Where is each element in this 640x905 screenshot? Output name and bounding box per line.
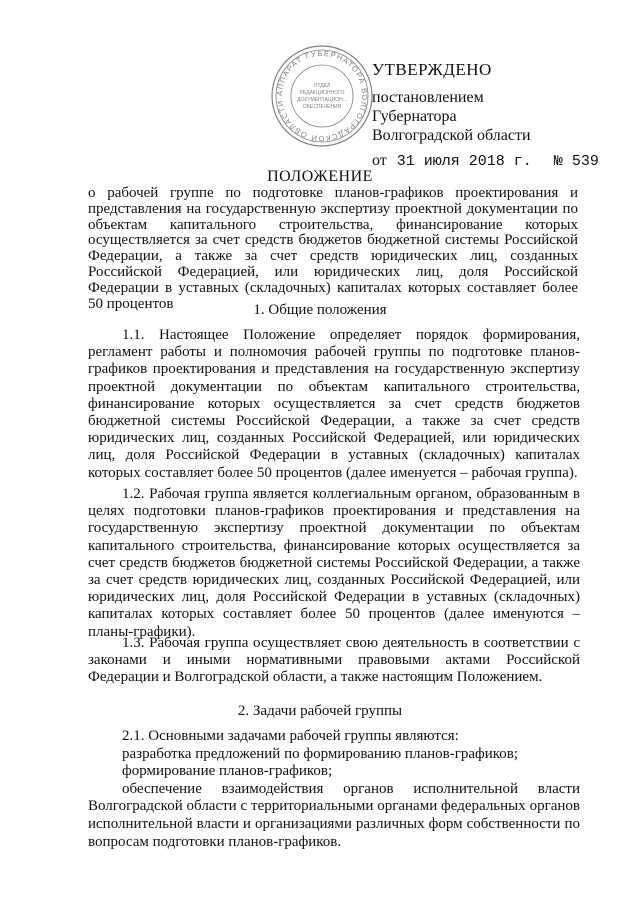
document-title: ПОЛОЖЕНИЕ — [267, 168, 373, 185]
approval-line-governor: Губернатора — [372, 108, 457, 125]
official-seal-stamp — [270, 44, 374, 148]
decree-date: 31 июля 2018 г. — [396, 153, 532, 170]
svg-text:ДОКУМЕНТАЦИОН...: ДОКУМЕНТАЦИОН... — [297, 97, 347, 103]
svg-text:РЕДАКЦИОННОГО: РЕДАКЦИОННОГО — [299, 90, 345, 96]
approval-line-decree: постановлением — [372, 89, 484, 106]
task-item: разработка предложений по формированию планов-графиков; — [122, 745, 519, 762]
paragraph-1-1: 1.1. Настоящее Положение определяет порядок формирования, регламент работы и полномочия рабочей группы по подготовке планов-графиков проектирования и представления на государственную экспертизу проектной документации по объектам капитального строительства, финансирование которых осуществляется за счет средств бюджетов бюджетной системы Российской Федерации, а также за счет средств юридических лиц, созданных Российской Федерацией, или юридических лиц, доля Российской Федерации в уставных (складочных) капиталах которых составляет более 50 процентов (далее именуется – рабочая группа). — [88, 327, 580, 481]
approval-block — [372, 60, 599, 171]
task-item: обеспечение взаимодействия органов исполнительной власти Волгоградской области с территориальными органами федеральных органов исполнительной власти и организациями различных форм собственности по вопросам подготовки планов-графиков. — [88, 780, 580, 850]
paragraph-1-3: 1.3. Рабочая группа осуществляет свою деятельность в соответствии с законами и иными нормативными правовыми актами Российской Федерации и Волгоградской области, а также настоящим Положением. — [88, 635, 580, 686]
tasks-list — [88, 728, 580, 851]
tasks-lead: 2.1. Основными задачами рабочей группы являются: — [122, 728, 459, 744]
date-prefix: от — [372, 152, 387, 169]
task-item: формирование планов-графиков; — [122, 763, 333, 780]
svg-text:ОБЕСПЕЧЕНИЯ: ОБЕСПЕЧЕНИЯ — [302, 104, 342, 110]
approved-label: УТВЕРЖДЕНО — [372, 60, 492, 79]
paragraph-1-2: 1.2. Рабочая группа является коллегиальным органом, образованным в целях подготовки планов-графиков проектирования и представления на государственную экспертизу проектной документации по объектам капитального строительства, финансирование которых осуществляется за счет средств бюджетов бюджетной системы Российской Федерации, а также за счет средств юридических лиц, созданных Российской Федерацией, или юридических лиц, доля Российской Федерации в уставных (складочных) капиталах которых составляет более 50 процентов (далее именуются – планы-графики). — [88, 486, 580, 640]
document-subtitle: о рабочей группе по подготовке планов-графиков проектирования и представления на государственную экспертизу проектной документации по объектам капитального строительства, финансирование которых осуществляется за счет средств бюджетов бюджетной системы Российской Федерации, а также за счет средств юридических лиц, созданных Российской Федерацией, или юридических лиц, доля Российской Федерации в уставных (складочных) капиталах которых составляет более 50 процентов — [88, 185, 578, 312]
section-1-heading: 1. Общие положения — [253, 302, 387, 318]
decree-number: № 539 — [553, 153, 599, 170]
section-2-heading: 2. Задачи рабочей группы — [237, 703, 403, 719]
svg-text:ОТДЕЛ: ОТДЕЛ — [313, 83, 331, 89]
approval-line-region: Волгоградской области — [372, 127, 531, 144]
svg-text:АППАРАТ ГУБЕРНАТОРА ВОЛГОГРАДС: АППАРАТ ГУБЕРНАТОРА ВОЛГОГРАДСКОЙ ОБЛАСТИ — [274, 48, 370, 144]
